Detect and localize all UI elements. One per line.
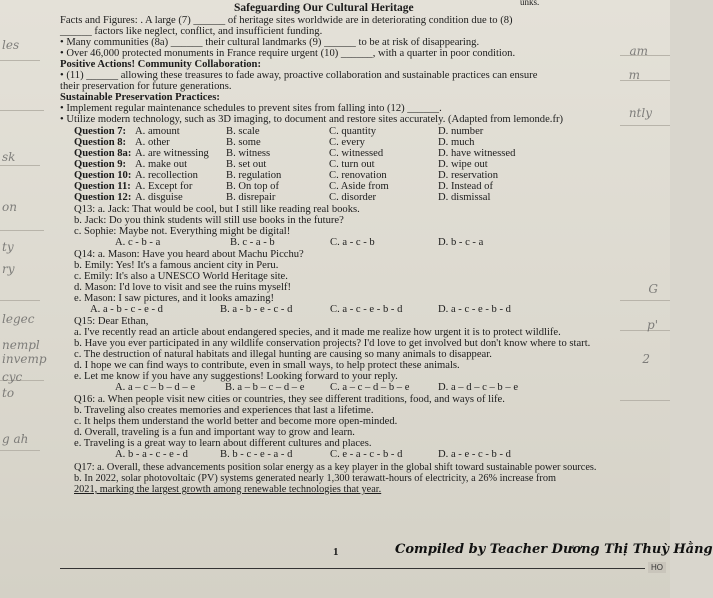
margin-note: to (2, 386, 15, 400)
facts-line: Facts and Figures: . A large (7) ______ of heritage sites worldwide are in deteriorating condition due to (8) (60, 15, 513, 26)
option-d[interactable]: D. much (438, 137, 475, 148)
footer-divider (60, 568, 645, 569)
q16-line: c. It helps them understand the world better and become more open-minded. (74, 416, 398, 427)
option-c[interactable]: C. e - a - c - b - d (330, 449, 403, 460)
option-c[interactable]: C. quantity (329, 126, 377, 137)
margin-note: cyc (2, 370, 23, 384)
option-a[interactable]: A. c - b - a (115, 237, 161, 248)
option-b[interactable]: B. scale (226, 126, 260, 137)
question-label: Question 11: (74, 181, 131, 192)
margin-note: 2 (642, 352, 650, 366)
margin-note: G (648, 282, 658, 296)
q15-line: e. Let me know if you have any suggestions! Looking forward to your reply. (74, 371, 398, 382)
question-label: Question 9: (74, 159, 127, 170)
option-b[interactable]: B. set out (226, 159, 267, 170)
option-d[interactable]: D. dismissal (438, 192, 491, 203)
option-d[interactable]: D. have witnessed (438, 148, 516, 159)
facts-line: • (11) ______ allowing these treasures to fade away, proactive collaboration and sustainable practices can ensure (60, 70, 538, 81)
margin-note: m (628, 68, 640, 82)
option-b[interactable]: B. some (226, 137, 261, 148)
corner-tag: HO (648, 562, 666, 573)
question-label: Question 8: (74, 137, 127, 148)
option-d[interactable]: D. number (438, 126, 484, 137)
option-d[interactable]: D. a – d – c – b – e (438, 382, 519, 393)
option-c[interactable]: C. every (329, 137, 365, 148)
option-b[interactable]: B. On top of (226, 181, 279, 192)
q17-line: 2021, marking the largest growth among renewable technologies that year. (74, 484, 382, 495)
option-b[interactable]: B. b - c - e - a - d (220, 449, 293, 460)
option-a[interactable]: A. Except for (135, 181, 193, 192)
q16-line: Q16: a. When people visit new cities or countries, they see different traditions, food, and ways of life. (74, 394, 505, 405)
q13-line: Q13: a. Jack: That would be cool, but I still like reading real books. (74, 204, 360, 215)
q13-line: b. Jack: Do you think students will still use books in the future? (74, 215, 344, 226)
margin-note: on (2, 200, 17, 214)
option-c[interactable]: C. a - c - e - b - d (330, 304, 403, 315)
option-d[interactable]: D. reservation (438, 170, 499, 181)
margin-note: les (2, 38, 20, 52)
margin-note: ry (2, 262, 15, 276)
option-b[interactable]: B. a - b - e - c - d (220, 304, 293, 315)
margin-note: legec (2, 312, 35, 326)
question-label: Question 7: (74, 126, 127, 137)
q15-line: a. I've recently read an article about endangered species, and it made me realize how urgent it is to protect wildlife. (74, 327, 561, 338)
option-c[interactable]: C. disorder (329, 192, 377, 203)
facts-line: ______ factors like neglect, conflict, and insufficient funding. (60, 26, 323, 37)
facts-line: • Utilize modern technology, such as 3D imaging, to document and restore sites accurately. (Adapted from lemonde.fr) (60, 114, 564, 125)
margin-note: ntly (628, 106, 652, 120)
option-a[interactable]: A. b - a - c - e - d (115, 449, 188, 460)
facts-line: • Over 46,000 protected monuments in France require urgent (10) ______, with a quarter in poor condition. (60, 48, 516, 59)
page-title: Safeguarding Our Cultural Heritage (234, 2, 414, 14)
section-heading: Positive Actions! Community Collaboration: (60, 59, 261, 70)
q15-line: Q15: Dear Ethan, (74, 316, 149, 327)
option-a[interactable]: A. a - b - c - e - d (90, 304, 163, 315)
q14-line: Q14: a. Mason: Have you heard about Machu Picchu? (74, 249, 304, 260)
q14-line: e. Mason: I saw pictures, and it looks amazing! (74, 293, 275, 304)
facts-line: • Implement regular maintenance schedules to prevent sites from falling into (12) ______. (60, 103, 442, 114)
q17-line: Q17: a. Overall, these advancements position solar energy as a key player in the global shift toward sustainable power sources. (74, 462, 597, 473)
q15-line: d. I hope we can find ways to contribute, even in small ways, to help protect these animals. (74, 360, 460, 371)
question-label: Question 10: (74, 170, 132, 181)
facts-line: • Many communities (8a) ______ their cultural landmarks (9) ______ to be at risk of disappearing. (60, 37, 480, 48)
q15-line: c. The destruction of natural habitats and illegal hunting are causing so many animals to disappear. (74, 349, 492, 360)
option-b[interactable]: B. regulation (226, 170, 282, 181)
q16-line: b. Traveling also creates memories and experiences that last a lifetime. (74, 405, 374, 416)
option-a[interactable]: A. disguise (135, 192, 183, 203)
question-label: Question 12: (74, 192, 132, 203)
option-c[interactable]: C. renovation (329, 170, 387, 181)
stray-text: unks. (520, 0, 540, 7)
option-b[interactable]: B. disrepair (226, 192, 276, 203)
margin-note: nempl (2, 338, 40, 352)
option-d[interactable]: D. wipe out (438, 159, 488, 170)
option-c[interactable]: C. Aside from (329, 181, 389, 192)
option-d[interactable]: D. a - c - e - b - d (438, 304, 511, 315)
option-a[interactable]: A. recollection (135, 170, 198, 181)
option-a[interactable]: A. amount (135, 126, 180, 137)
option-b[interactable]: B. a – b – c – d – e (225, 382, 305, 393)
option-c[interactable]: C. a - c - b (330, 237, 375, 248)
q14-line: d. Mason: I'd love to visit and see the ruins myself! (74, 282, 291, 293)
option-a[interactable]: A. make out (135, 159, 188, 170)
left-margin-bleed (0, 0, 50, 598)
margin-note: p' (647, 318, 658, 332)
page-number: 1 (333, 546, 339, 558)
option-b[interactable]: B. witness (226, 148, 271, 159)
q14-line: b. Emily: Yes! It's a famous ancient city in Peru. (74, 260, 279, 271)
option-c[interactable]: C. a – c – d – b – e (330, 382, 410, 393)
q15-line: b. Have you ever participated in any wildlife conservation projects? I'd love to get involved but don't know where to start. (74, 338, 591, 349)
option-d[interactable]: D. b - c - a (438, 237, 484, 248)
q13-line: c. Sophie: Maybe not. Everything might be digital! (74, 226, 291, 237)
margin-note: g ah (2, 432, 29, 446)
q17-line: b. In 2022, solar photovoltaic (PV) systems generated nearly 1,300 terawatt-hours of electricity, a 26% increase from (74, 473, 556, 484)
option-a[interactable]: A. are witnessing (135, 148, 209, 159)
margin-note: sk (2, 150, 16, 164)
option-b[interactable]: B. c - a - b (230, 237, 275, 248)
compiler-signature: Compiled by Teacher Dương Thị Thuỳ Hằng (395, 542, 713, 557)
right-margin-bleed (580, 0, 670, 598)
option-c[interactable]: C. turn out (329, 159, 375, 170)
option-a[interactable]: A. a – c – b – d – e (115, 382, 196, 393)
section-heading: Sustainable Preservation Practices: (60, 92, 220, 103)
margin-note: invemp (2, 352, 47, 366)
q14-line: c. Emily: It's also a UNESCO World Heritage site. (74, 271, 288, 282)
option-d[interactable]: D. a - e - c - b - d (438, 449, 511, 460)
option-a[interactable]: A. other (135, 137, 170, 148)
facts-line: their preservation for future generations. (60, 81, 232, 92)
q16-line: d. Overall, traveling is a fun and important way to grow and learn. (74, 427, 355, 438)
margin-note: ty (2, 240, 14, 254)
option-d[interactable]: D. Instead of (438, 181, 494, 192)
q16-line: e. Traveling is a great way to learn about different cultures and places. (74, 438, 372, 449)
option-c[interactable]: C. witnessed (329, 148, 384, 159)
margin-note: am (629, 44, 648, 58)
question-label: Question 8a: (74, 148, 132, 159)
